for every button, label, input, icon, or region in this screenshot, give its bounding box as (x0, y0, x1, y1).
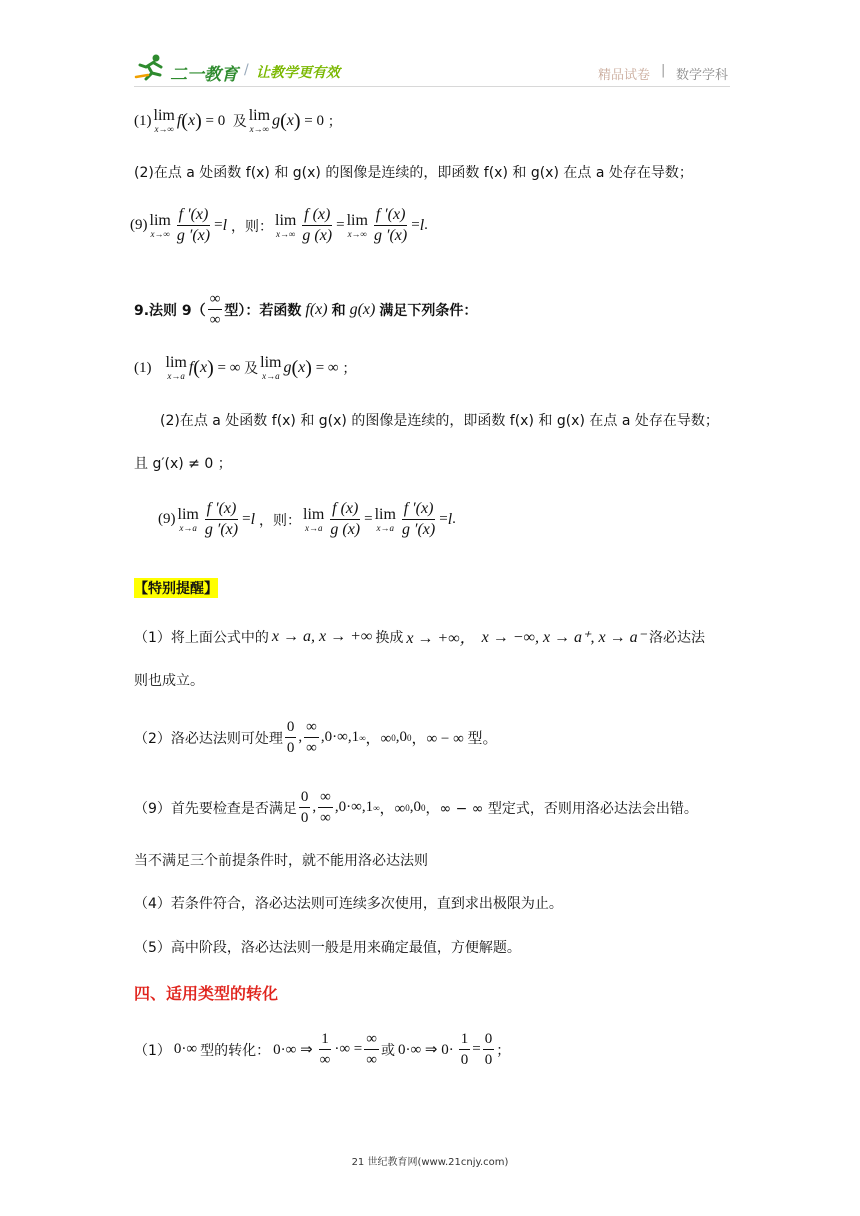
fraction: $\frac{f '(x)}{g '(x)}$ (401, 500, 436, 538)
reminder-5: （5）高中阶段，洛必达法则一般是用来确定最值，方便解题。 (134, 940, 521, 956)
footer (0, 1150, 860, 1169)
slogan: 让教学更有效 (256, 65, 340, 81)
rule9-condition-2: (2)在点 a 处函数 f(x) 和 g(x) 的图像是连续的，即函数 f(x) 和 g(x) 在点 a 处存在导数； (160, 413, 719, 429)
lim: lim x→∞ (149, 211, 171, 239)
lim: lim x→a (165, 354, 187, 381)
fraction: $\frac{1}{0}$ (460, 1031, 469, 1068)
rule8-condition-1: (1) lim x→∞ f ( x ) = 0 及 lim x→∞ g ( x ) = 0 ； (134, 107, 342, 134)
footer-text: 21 世纪教育网(www.21cnjy.com) (351, 1157, 509, 1168)
fraction: $\frac{\infty}{\infty}$ (306, 719, 317, 756)
runner-logo-icon (134, 53, 166, 81)
lim: lim x→a (374, 505, 396, 533)
logo-text: 二一教育 (170, 65, 238, 85)
fraction: $\frac{\infty}{\infty}$ (320, 789, 331, 826)
header-divider: | (661, 63, 666, 78)
reminder-1: （1）将上面公式中的 x → a, x → +∞ 换成 x → +∞， x → −∞, x → a⁺, x → a⁻ 洛必达法 (134, 627, 706, 647)
lim: lim x→a (177, 505, 199, 533)
fraction: $\frac{1}{\infty}$ (319, 1031, 331, 1068)
label: (1) (134, 359, 152, 376)
reminder-3-cont: 当不满足三个前提条件时，就不能用洛必达法则 (134, 853, 428, 869)
fraction: $\frac{f '(x)}{g '(x)}$ (176, 206, 211, 244)
rule9-condition-1: (1) lim x→a f ( x ) = ∞ 及 lim x→a g ( x ) = ∞ ； (134, 354, 357, 381)
fraction: $\frac{f '(x)}{g '(x)}$ (204, 500, 239, 538)
section-title-text: 四、适用类型的转化 (134, 984, 279, 1003)
label: (9) (130, 217, 148, 233)
header-rule (134, 86, 730, 87)
fraction: $\frac{0}{0}$ (300, 789, 309, 826)
fraction: $\frac{f (x)}{g (x)}$ (302, 206, 333, 244)
lim: lim x→∞ (275, 211, 297, 239)
end-text: ； (342, 361, 357, 377)
header-subject: 数学学科 (676, 68, 729, 83)
reminder-2: （2）洛必达法则可处理 $\frac{0}{0}$ , $\frac{\infty}{\infty}$ ,0·∞,1 ∞ ，∞ 0 ,0 0 ，∞ − ∞ 型。 (134, 719, 498, 756)
rule9-condition-2b: 且 g′(x) ≠ 0 ； (134, 456, 232, 472)
reminder-1-cont: 则也成立。 (134, 673, 204, 689)
header-right-label: 精品试卷 (598, 68, 651, 83)
title-pre: 9.法则 9（ (134, 302, 206, 319)
header (0, 0, 860, 95)
and-text: 及 (232, 114, 247, 130)
section-4-item-1: （1） 0·∞ 型的转化： 0·∞ ⇒ $\frac{1}{\infty}$ ·∞ = $\frac{\infty}{\infty}$ 或 0·∞ ⇒ 0· $\frac{1}{0}$ = $\frac{0}{0}$ ； (134, 1031, 511, 1068)
fraction: $\frac{0}{0}$ (484, 1031, 493, 1068)
and-text: 及 (244, 361, 259, 377)
end-text: ； (327, 114, 342, 130)
reminder-3: （9）首先要检查是否满足 $\frac{0}{0}$ , $\frac{\infty}{\infty}$ ,0·∞,1 ∞ ，∞ 0 ,0 0 ，∞ − ∞ 型定式，否则用洛必达法会出错。 (134, 789, 698, 826)
fraction: $\frac{\infty}{\infty}$ (366, 1031, 377, 1068)
lim: lim x→∞ (346, 211, 368, 239)
lim: lim x→a (303, 505, 325, 533)
rule8-condition-3: (9) lim x→∞ $\frac{f '(x)}{g '(x)}$ = l ，则： lim x→∞ $\frac{f (x)}{g (x)}$ = lim x→∞ $\frac{f '(x)}{g '(x)}$ = l . (130, 206, 428, 244)
lim: lim x→∞ (248, 107, 271, 134)
title-post: 型）：若函数 (224, 302, 302, 319)
section-4-title (134, 981, 278, 1004)
label: (1) (134, 112, 152, 129)
rule9-condition-3: (9) lim x→a $\frac{f '(x)}{g '(x)}$ = l ，则： lim x→a $\frac{f (x)}{g (x)}$ = lim x→a $\frac{f '(x)}{g '(x)}$ = l . (158, 500, 456, 538)
header-slash: / (244, 62, 249, 78)
reminder-4: （4）若条件符合，洛必达法则可连续多次使用，直到求出极限为止。 (134, 896, 563, 912)
fraction: $\frac{f '(x)}{g '(x)}$ (373, 206, 408, 244)
fraction: $\frac{f (x)}{g (x)}$ (330, 500, 361, 538)
then-text: ，则： (231, 218, 274, 235)
fraction: $\frac{0}{0}$ (286, 719, 295, 756)
rule8-condition-2: (2)在点 a 处函数 f(x) 和 g(x) 的图像是连续的，即函数 f(x) 和 g(x) 在点 a 处存在导数； (134, 165, 693, 181)
inf-over-inf: $\frac{\infty}{\infty}$ (209, 291, 221, 328)
then-text: ，则： (259, 512, 302, 529)
rule9-title: 9.法则 9（ $\frac{\infty}{\infty}$ 型）：若函数 f(x) 和 g(x) 满足下列条件： (134, 291, 478, 328)
reminder-title-text: 【特别提醒】 (134, 578, 218, 598)
label: (9) (158, 511, 176, 527)
reminder-title (134, 578, 218, 598)
lim: lim x→a (260, 354, 282, 381)
lim: lim x→∞ (153, 107, 175, 134)
